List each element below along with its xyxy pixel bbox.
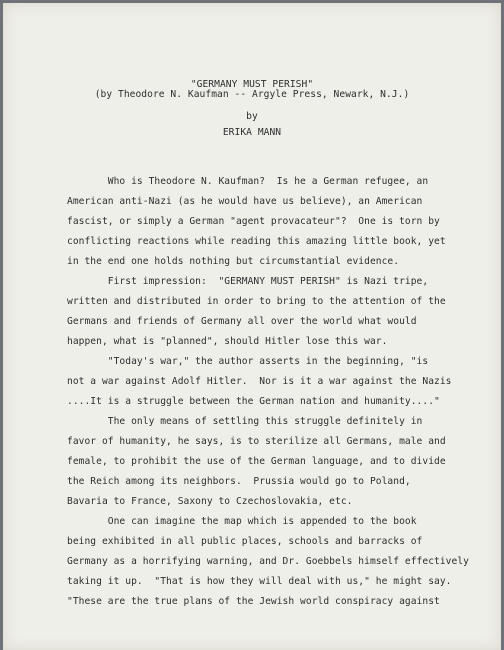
text-line: conflicting reactions while reading this amazing little book, yet (67, 236, 446, 247)
document-title: "GERMANY MUST PERISH" (190, 79, 314, 90)
text-line: the Reich among its neighbors. Prussia would go to Poland, (67, 476, 411, 487)
text-line: "Today's war," the author asserts in the beginning, "is (67, 356, 429, 367)
byline: by (246, 111, 258, 122)
text-line: female, to prohibit the use of the German language, and to divide (67, 456, 446, 467)
author-name: ERIKA MANN (222, 127, 282, 138)
text-line: fascist, or simply a German "agent provacateur"? One is torn by (67, 216, 440, 227)
paper-sheet (3, 3, 501, 650)
text-line: in the end one holds nothing but circumstantial evidence. (67, 256, 400, 267)
text-line: not a war against Adolf Hitler. Nor is it a war against the Nazis (67, 376, 452, 387)
text-line: Germans and friends of Germany all over the world what would (67, 316, 417, 327)
text-line: being exhibited in all public places, schools and barracks of (67, 536, 423, 547)
text-line: written and distributed in order to bring to the attention of the (67, 296, 446, 307)
text-line: The only means of settling this struggle definitely in (67, 416, 423, 427)
text-line: One can imagine the map which is appended to the book (67, 516, 417, 527)
text-line: Who is Theodore N. Kaufman? Is he a German refugee, an (67, 176, 429, 187)
text-line: "These are the true plans of the Jewish world conspiracy against (67, 596, 440, 607)
text-line: Germany as a horrifying warning, and Dr. Goebbels himself effectively (67, 556, 469, 567)
text-line: ....It is a struggle between the German nation and humanity...." (67, 396, 440, 407)
text-line: American anti-Nazi (as he would have us believe), an American (67, 196, 423, 207)
text-line: First impression: "GERMANY MUST PERISH" is Nazi tripe, (67, 276, 429, 287)
text-line: favor of humanity, he says, is to sterilize all Germans, male and (67, 436, 446, 447)
text-line: Bavaria to France, Saxony to Czechoslovakia, etc. (67, 496, 353, 507)
document-subtitle: (by Theodore N. Kaufman -- Argyle Press, Newark, N.J.) (94, 89, 410, 100)
text-line: happen, what is "planned", should Hitler lose this war. (67, 336, 388, 347)
text-line: taking it up. "That is how they will deal with us," he might say. (67, 576, 452, 587)
